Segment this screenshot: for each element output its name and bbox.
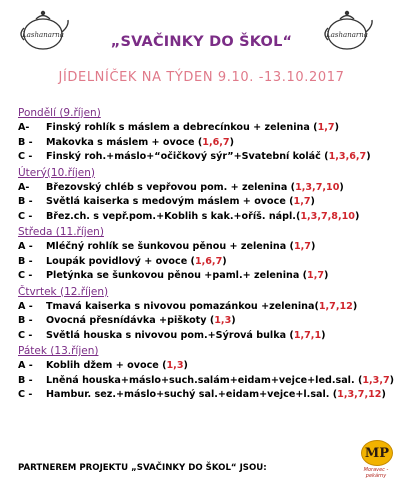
- allergen-close: ): [389, 374, 395, 386]
- allergen-codes: 1,3,6,7: [328, 151, 367, 162]
- allergen-close: ): [183, 360, 188, 371]
- partner-text: PARTNEREM PROJEKTU „SVAČINKY DO ŠKOL“ JSOU:: [18, 463, 267, 473]
- menu-item-text: Lněná houska+máslo+such.salám+eidam+vejce+led.sal. (: [46, 374, 363, 386]
- menu-item: [18, 269, 400, 284]
- allergen-close: ): [310, 241, 316, 252]
- menu-item-text: Koblih džem + ovoce (: [46, 360, 167, 371]
- allergen-codes: 1,7: [293, 241, 311, 252]
- menu-item: [18, 150, 400, 165]
- menu-item-code: C -: [18, 151, 33, 162]
- allergen-codes: 1,3,7: [362, 374, 390, 386]
- menu-item-code: B -: [18, 196, 33, 207]
- svg-text:Lashanarna: Lashanarna: [22, 31, 64, 39]
- menu-item: [18, 359, 400, 374]
- allergen-codes: 1,3,7,10: [295, 181, 340, 193]
- mp-logo-icon: MP: [361, 440, 393, 466]
- menu-item-code: C -: [18, 270, 33, 281]
- menu-item-code: B -: [18, 255, 33, 267]
- partner-logo: [355, 440, 397, 480]
- menu-item-text: Mléčný rohlík se šunkovou pěnou + zelenina (: [46, 241, 294, 252]
- menu-item-text: Světlá houska s nivovou pom.+Sýrová bulka (: [46, 329, 294, 341]
- allergen-codes: 1,7,1: [293, 329, 322, 341]
- day-heading: Čtvrtek (12.říjen): [18, 285, 109, 298]
- weekly-menu: [18, 106, 400, 404]
- allergen-close: ): [321, 329, 326, 341]
- menu-item-code: A-: [18, 122, 30, 133]
- day-heading: Středa (11.říjen): [18, 226, 104, 238]
- menu-item-text: Pletýnka se šunkovou pěnou +paml.+ zelenina (: [46, 270, 308, 281]
- menu-item-code: A -: [18, 300, 33, 312]
- menu-item-text: Finský roh.+máslo+“očičkový sýr”+Svatební koláč (: [46, 151, 329, 162]
- allergen-close: ): [334, 122, 339, 133]
- allergen-codes: 1,7: [307, 270, 325, 281]
- menu-item: [18, 121, 400, 136]
- menu-item-text: Hambur. sez.+máslo+suchý sal.+eidam+vejce+l.sal. (: [46, 389, 338, 400]
- menu-item-text: Finský rohlík s máslem a debrecínkou + zelenina (: [46, 122, 318, 133]
- allergen-close: ): [339, 181, 344, 193]
- menu-item: [18, 255, 400, 270]
- menu-item-code: B -: [18, 315, 33, 326]
- menu-item-text: Tmavá kaiserka s nivovou pomazánkou +zelenina(: [46, 300, 319, 312]
- menu-item-code: B -: [18, 136, 33, 148]
- allergen-close: ): [229, 136, 234, 148]
- menu-item-code: C -: [18, 329, 33, 341]
- allergen-codes: 1,7: [293, 196, 311, 207]
- menu-item-code: A -: [18, 241, 33, 252]
- day-heading: Úterý(10.říjen): [18, 166, 95, 179]
- menu-item: [18, 329, 400, 344]
- allergen-codes: 1,3: [166, 360, 184, 371]
- partner-logo-caption: Moravec - pekárny: [363, 467, 389, 479]
- allergen-close: ): [366, 151, 371, 162]
- svg-text:Lashanarna: Lashanarna: [326, 31, 368, 39]
- allergen-close: ): [381, 389, 386, 400]
- menu-item: [18, 300, 400, 315]
- menu-item-code: C -: [18, 389, 33, 400]
- allergen-codes: 1,6,7: [194, 255, 223, 267]
- day-heading: Pondělí (9.říjen): [18, 107, 101, 119]
- allergen-close: ): [310, 196, 315, 207]
- menu-item: [18, 181, 400, 196]
- allergen-codes: 1,7,12: [318, 300, 353, 312]
- menu-item-text: Loupák povidlový + ovoce (: [46, 255, 195, 267]
- menu-item: [18, 195, 400, 210]
- menu-item-text: Břez.ch. s vepř.pom.+Koblih s kak.+oříš. nápl.(: [46, 210, 301, 222]
- menu-item-text: Ovocná přesnídávka +piškoty (: [46, 315, 215, 326]
- menu-item-code: A -: [18, 360, 33, 371]
- menu-item-code: C -: [18, 210, 33, 222]
- day-heading: Pátek (13.říjen): [18, 345, 99, 357]
- allergen-codes: 1,3,7,8,10: [300, 210, 355, 222]
- menu-item-text: Březovský chléb s vepřovou pom. + zelenina (: [46, 181, 296, 193]
- menu-item: [18, 388, 400, 403]
- allergen-codes: 1,7: [317, 122, 335, 133]
- allergen-close: ): [352, 300, 358, 312]
- menu-item-text: Světlá kaiserka s medovým máslem + ovoce (: [46, 196, 294, 207]
- allergen-close: ): [222, 255, 227, 267]
- menu-item: [18, 374, 400, 389]
- week-subtitle: JÍDELNÍČEK NA TÝDEN 9.10. -13.10.2017: [58, 70, 345, 85]
- menu-item: [18, 240, 400, 255]
- menu-item: [18, 210, 400, 225]
- menu-item-code: A-: [18, 181, 30, 193]
- allergen-codes: 1,3,7,12: [337, 389, 382, 400]
- menu-item: [18, 136, 400, 151]
- allergen-codes: 1,6,7: [202, 136, 230, 148]
- allergen-close: ): [231, 315, 236, 326]
- day-spacer: [18, 403, 400, 404]
- page-title: „SVAČINKY DO ŠKOL“: [110, 34, 293, 50]
- menu-item-text: Makovka s máslem + ovoce (: [46, 136, 203, 148]
- menu-item: [18, 314, 400, 329]
- allergen-close: ): [324, 270, 329, 281]
- allergen-codes: 1,3: [214, 315, 232, 326]
- menu-item-code: B -: [18, 374, 33, 386]
- allergen-close: ): [354, 210, 360, 222]
